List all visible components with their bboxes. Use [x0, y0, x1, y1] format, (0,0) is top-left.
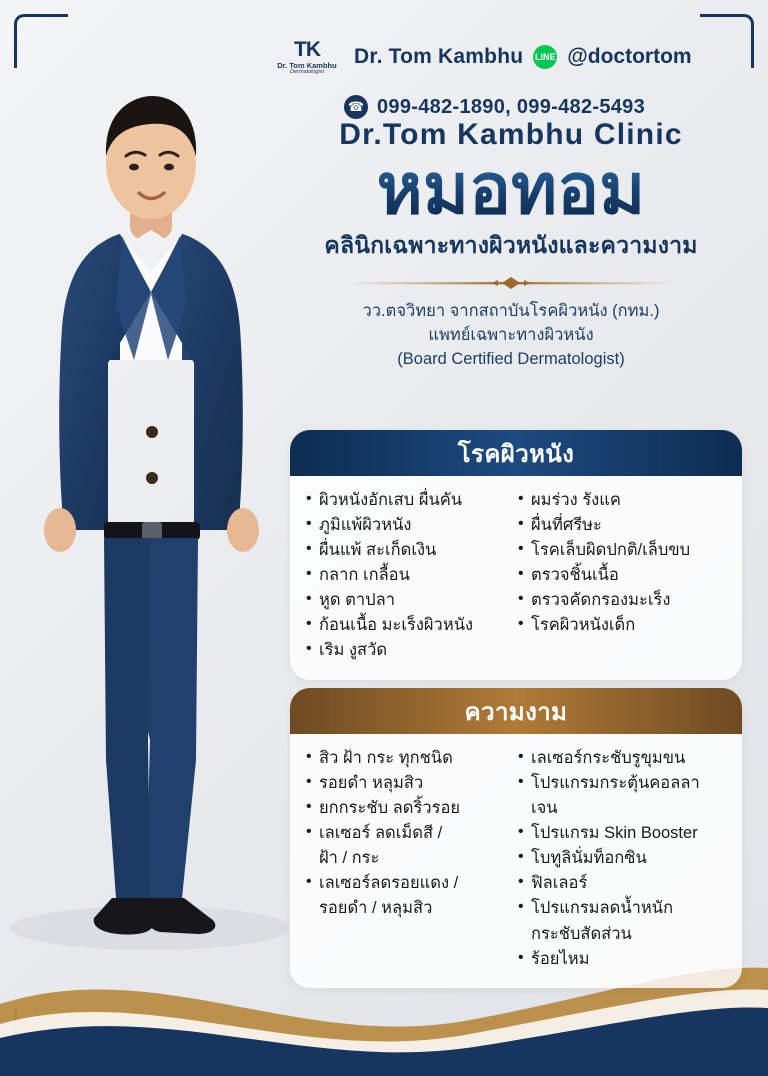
list-item: • โปรแกรม Skin Booster	[518, 821, 726, 846]
panel-beauty-left-column	[306, 746, 514, 972]
list-item: • โบทูลินั่มท็อกซิน	[518, 846, 726, 871]
list-item-continuation: กระชับสัดส่วน	[531, 924, 632, 943]
panel-beauty-title: ความงาม	[290, 688, 742, 734]
phone-icon: ☎	[344, 95, 368, 119]
corner-decoration-top-left	[14, 14, 68, 68]
list-item: • ผิวหนังอักเสบ ผื่นคัน	[306, 488, 514, 513]
clinic-subtitle: คลินิกเฉพาะทางผิวหนังและความงาม	[324, 232, 698, 258]
panel-skin-title: โรคผิวหนัง	[290, 430, 742, 476]
contact-header	[270, 26, 750, 119]
list-item: • ยกกระชับ ลดริ้วรอย	[306, 796, 514, 821]
list-item: • สิว ฝ้า กระ ทุกชนิด	[306, 746, 514, 771]
list-item: • รอยดำ หลุมสิว	[306, 771, 514, 796]
logo-line2: Dermatologist	[290, 69, 324, 75]
title-block	[268, 118, 754, 372]
panel-skin-body	[290, 476, 742, 680]
list-item: • เริม งูสวัด	[306, 638, 514, 663]
clinic-name-en: Dr.Tom Kambhu Clinic	[339, 118, 683, 151]
phone-numbers[interactable]: 099-482-1890, 099-482-5493	[377, 95, 646, 118]
list-item: • เลเซอร์กระชับรูขุมขน	[518, 746, 726, 771]
panel-beauty	[290, 688, 742, 988]
list-item: • ผื่นแพ้ สะเก็ดเงิน	[306, 538, 514, 563]
panel-beauty-body	[290, 734, 742, 988]
logo-line1: Dr. Tom Kambhu	[277, 60, 337, 70]
list-item: • โปรแกรมลดน้ำหนัก	[518, 896, 726, 921]
list-item: • ตรวจชิ้นเนื้อ	[518, 563, 726, 588]
list-item-continuation: ฝ้า / กระ	[319, 849, 380, 868]
credentials	[268, 300, 754, 372]
list-item: • เลเซอร์ลดรอยแดง /	[306, 871, 514, 896]
list-item: • กลาก เกลื้อน	[306, 563, 514, 588]
credentials-line-2: แพทย์เฉพาะทางผิวหนัง	[428, 325, 594, 344]
list-item: • ผื่นที่ศรีษะ	[518, 513, 726, 538]
panel-skin-left-column	[306, 488, 514, 664]
list-item: • ผมร่วง รังแค	[518, 488, 726, 513]
list-item: • หูด ตาปลา	[306, 588, 514, 613]
ornamental-divider	[346, 276, 676, 290]
header-phone-row	[270, 95, 750, 119]
panel-skin-diseases	[290, 430, 742, 680]
list-item: • ร้อยไหม	[518, 947, 726, 972]
list-item: • ภูมิแพ้ผิวหนัง	[306, 513, 514, 538]
list-item-continuation: รอยดำ / หลุมสิว	[319, 899, 433, 918]
list-item: • ฟิลเลอร์	[518, 871, 726, 896]
clinic-name-th: หมอทอม	[268, 154, 754, 224]
header-name-row	[270, 26, 750, 88]
logo-monogram: TK	[294, 37, 320, 61]
list-item: • โรคผิวหนังเด็ก	[518, 613, 726, 638]
line-icon[interactable]: LINE	[533, 45, 557, 69]
list-item: • ก้อนเนื้อ มะเร็งผิวหนัง	[306, 613, 514, 638]
doctor-name: Dr. Tom Kambhu	[354, 45, 524, 68]
credentials-line-1: วว.ตจวิทยา จากสถาบันโรคผิวหนัง (กทม.)	[362, 302, 660, 320]
credentials-line-3: (Board Certified Dermatologist)	[397, 349, 625, 368]
panel-skin-right-column	[518, 488, 726, 664]
list-item: • โปรแกรมกระตุ้นคอลลาเจน	[518, 771, 726, 821]
clinic-logo	[270, 26, 344, 88]
panel-beauty-right-column	[518, 746, 726, 972]
social-handle[interactable]: @doctortom	[567, 45, 692, 68]
list-item: • ตรวจคัดกรองมะเร็ง	[518, 588, 726, 613]
list-item: • เลเซอร์ ลดเม็ดสี /	[306, 821, 514, 846]
list-item: • โรคเล็บผิดปกติ/เล็บขบ	[518, 538, 726, 563]
